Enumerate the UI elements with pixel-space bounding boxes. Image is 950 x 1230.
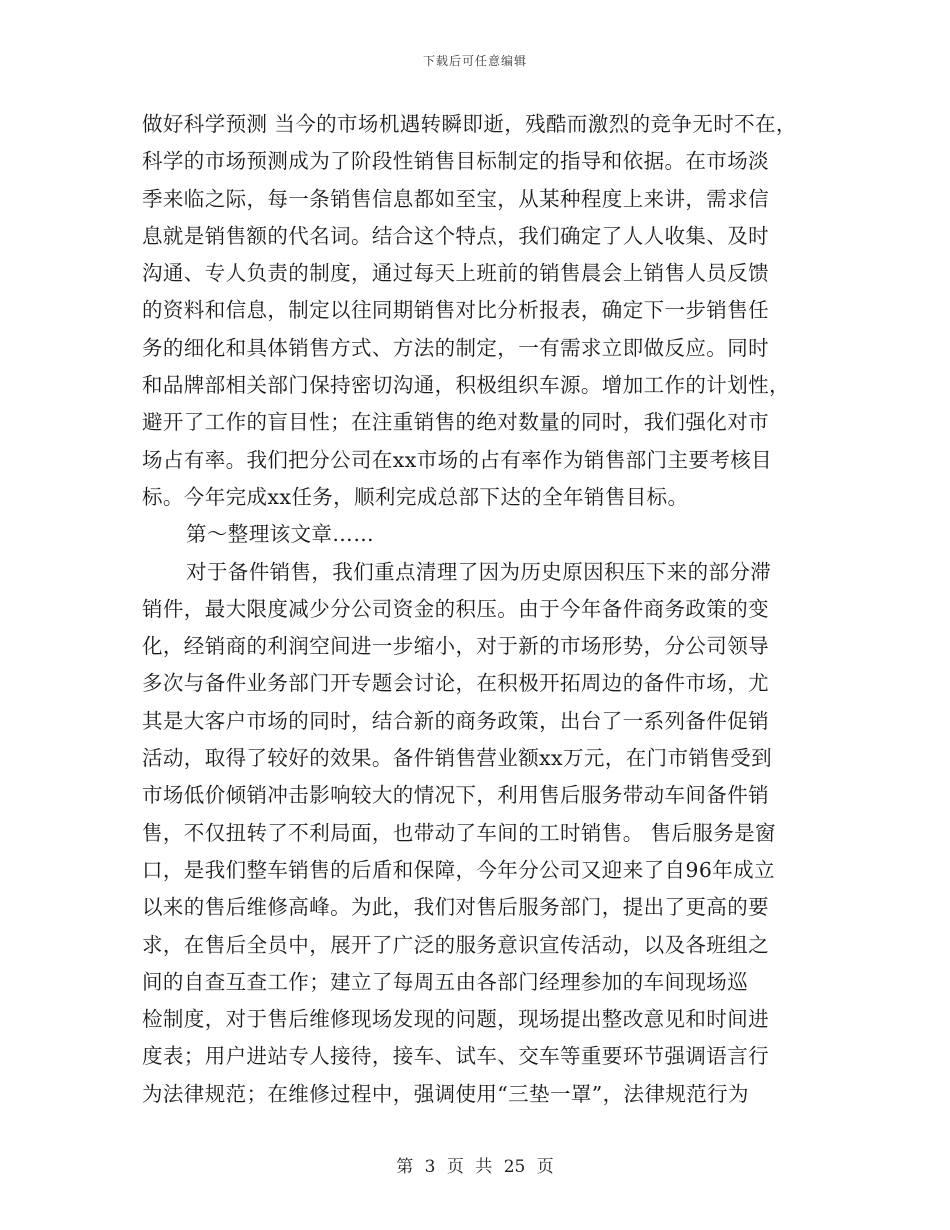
- text-line: 口，是我们整车销售的后盾和保障，今年分公司又迎来了自96年成立: [142, 857, 775, 882]
- text-line: 的资料和信息，制定以往同期销售对比分析报表，确定下一步销售任: [142, 298, 769, 323]
- text-line: 和品牌部相关部门保持密切沟通，积极组织车源。增加工作的计划性，: [142, 373, 790, 398]
- text-line: 以来的售后维修高峰。为此，我们对售后服务部门，提出了更高的要: [142, 895, 769, 920]
- text-line: 务的细化和具体销售方式、方法的制定，一有需求立即做反应。同时: [142, 335, 769, 360]
- text-line: 销件，最大限度减少分公司资金的积压。由于今年备件商务政策的变: [142, 596, 769, 621]
- page-number-footer: 第 3 页 共 25 页: [396, 1157, 554, 1177]
- text-line: 度表；用户进站专人接待，接车、试车、交车等重要环节强调语言行: [142, 1044, 769, 1069]
- text-line: 科学的市场预测成为了阶段性销售目标制定的指导和依据。在市场淡: [142, 149, 769, 174]
- text-line: 场占有率。我们把分公司在xx市场的占有率作为销售部门主要考核目: [142, 447, 773, 472]
- section-heading-line: 第～整理该文章……: [186, 522, 375, 547]
- text-line: 避开了工作的盲目性；在注重销售的绝对数量的同时，我们强化对市: [142, 410, 769, 435]
- text-line: 多次与备件业务部门开专题会讨论，在积极开拓周边的备件市场，尤: [142, 671, 769, 696]
- text-line: 其是大客户市场的同时，结合新的商务政策，出台了一系列备件促销: [142, 708, 769, 733]
- text-line: 沟通、专人负责的制度，通过每天上班前的销售晨会上销售人员反馈: [142, 261, 769, 286]
- text-line: 活动，取得了较好的效果。备件销售营业额xx万元，在门市销售受到: [142, 746, 773, 771]
- text-line: 市场低价倾销冲击影响较大的情况下，利用售后服务带动车间备件销: [142, 783, 769, 808]
- text-line: 标。今年完成xx任务，顺利完成总部下达的全年销售目标。: [142, 484, 689, 509]
- text-line: 季来临之际，每一条销售信息都如至宝，从某种程度上来讲，需求信: [142, 186, 769, 211]
- text-line: 为法律规范；在维修过程中，强调使用“三垫一罩”，法律规范行为: [142, 1081, 749, 1106]
- text-line: 求，在售后全员中，展开了广泛的服务意识宣传活动，以及各班组之: [142, 932, 769, 957]
- page-header: 下载后可任意编辑: [422, 54, 527, 68]
- text-line: 间的自查互查工作；建立了每周五由各部门经理参加的车间现场巡: [142, 969, 749, 994]
- text-line: 做好科学预测 当今的市场机遇转瞬即逝，残酷而激烈的竞争无时不在，: [142, 112, 797, 136]
- text-line: 化，经销商的利润空间进一步缩小，对于新的市场形势，分公司领导: [142, 634, 769, 659]
- paragraph-first-line: 对于备件销售，我们重点清理了因为历史原因积压下来的部分滞: [186, 559, 772, 584]
- text-line: 息就是销售额的代名词。结合这个特点，我们确定了人人收集、及时: [142, 223, 769, 248]
- text-line: 检制度，对于售后维修现场发现的问题，现场提出整改意见和时间进: [142, 1007, 769, 1032]
- document-body: [142, 106, 822, 1113]
- text-line: 售，不仅扭转了不利局面，也带动了车间的工时销售。 售后服务是窗: [142, 820, 776, 845]
